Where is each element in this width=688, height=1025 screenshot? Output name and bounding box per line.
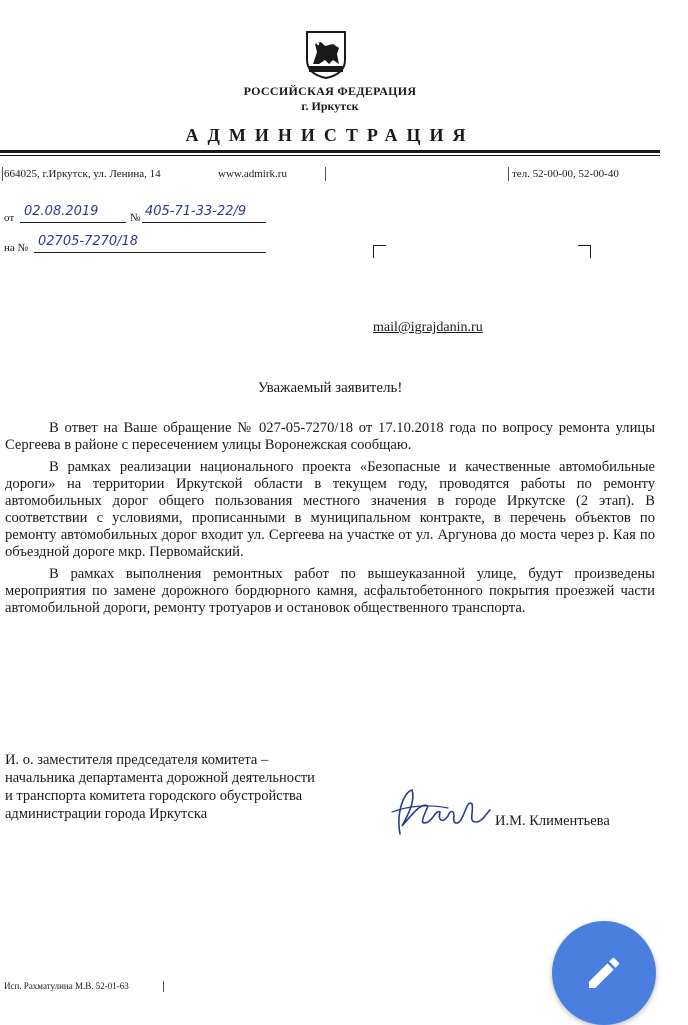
divider: [2, 167, 3, 181]
recipient-email: mail@igrajdanin.ru: [373, 320, 483, 335]
signatory-position: [5, 751, 315, 823]
phone-numbers: тел. 52-00-00, 52-00-40: [512, 168, 619, 180]
header-rule-thin: [0, 155, 660, 156]
outgoing-number: 405-71-33-22/9: [145, 204, 247, 219]
website: www.admirk.ru: [218, 168, 287, 180]
outgoing-date: 02.08.2019: [24, 204, 99, 219]
header-rule-thick: [0, 150, 660, 153]
address: 664025, г.Иркутск, ул. Ленина, 14: [4, 168, 161, 180]
divider: [508, 167, 509, 181]
executor-info: Исп. Рахматулина М.В. 52-01-63: [4, 981, 129, 991]
address-corner-right: [578, 245, 591, 258]
salutation: Уважаемый заявитель!: [257, 380, 403, 396]
paragraph: В рамках выполнения ремонтных работ по вышеуказанной улице, будут произведены мероприятия по замене дорожного бордюрного камня, асфальтобетонного покрытия проезжей части автомобильной дороги, ремонту тротуаров и остановок общественного транспорта.: [5, 566, 655, 616]
country-heading: РОССИЙСКАЯ ФЕДЕРАЦИЯ: [243, 84, 417, 98]
divider: [325, 167, 326, 181]
number-label: №: [130, 212, 141, 224]
handwritten-signature: [388, 782, 493, 842]
reply-number: 02705-7270/18: [38, 234, 139, 249]
administration-heading: АДМИНИСТРАЦИЯ: [185, 125, 475, 145]
coat-of-arms-icon: [305, 30, 347, 80]
date-underline: [20, 222, 126, 223]
address-corner-left: [373, 245, 386, 258]
position-line: администрации города Иркутска: [5, 806, 208, 822]
number-underline: [142, 222, 266, 223]
reply-label: на №: [4, 242, 29, 254]
paragraph: В ответ на Ваше обращение № 027-05-7270/18 от 17.10.2018 года по вопросу ремонта улицы Сергеева в районе с пересечением улицы Воронежская сообщаю.: [5, 420, 655, 453]
paragraph: В рамках реализации национального проекта «Безопасные и качественные автомобильные дороги» на территории Иркутской области в текущем году, проводятся работы по ремонту автомобильных дорог общего пользования местного значения в городе Иркутске (2 этап). В соответствии с условиями, прописанными в муниципальном контракте, в перечень объектов по ремонту автомобильных дорог входит ул. Сергеева на участке от ул. Аргунова до моста через р. Кая по объездной дороге мкр. Первомайский.: [5, 459, 655, 560]
pencil-icon: [584, 953, 624, 993]
letter-body: [5, 420, 655, 622]
position-line: И. о. заместителя председателя комитета –: [5, 752, 269, 768]
edit-button[interactable]: [552, 921, 656, 1025]
position-line: начальника департамента дорожной деятельности: [5, 770, 315, 786]
city-heading: г. Иркутск: [301, 99, 359, 113]
reply-underline: [34, 252, 266, 253]
position-line: и транспорта комитета городского обустройства: [5, 788, 303, 804]
date-label: от: [4, 212, 15, 224]
divider: [163, 981, 164, 992]
signer-name: И.М. Климентьева: [495, 813, 610, 829]
